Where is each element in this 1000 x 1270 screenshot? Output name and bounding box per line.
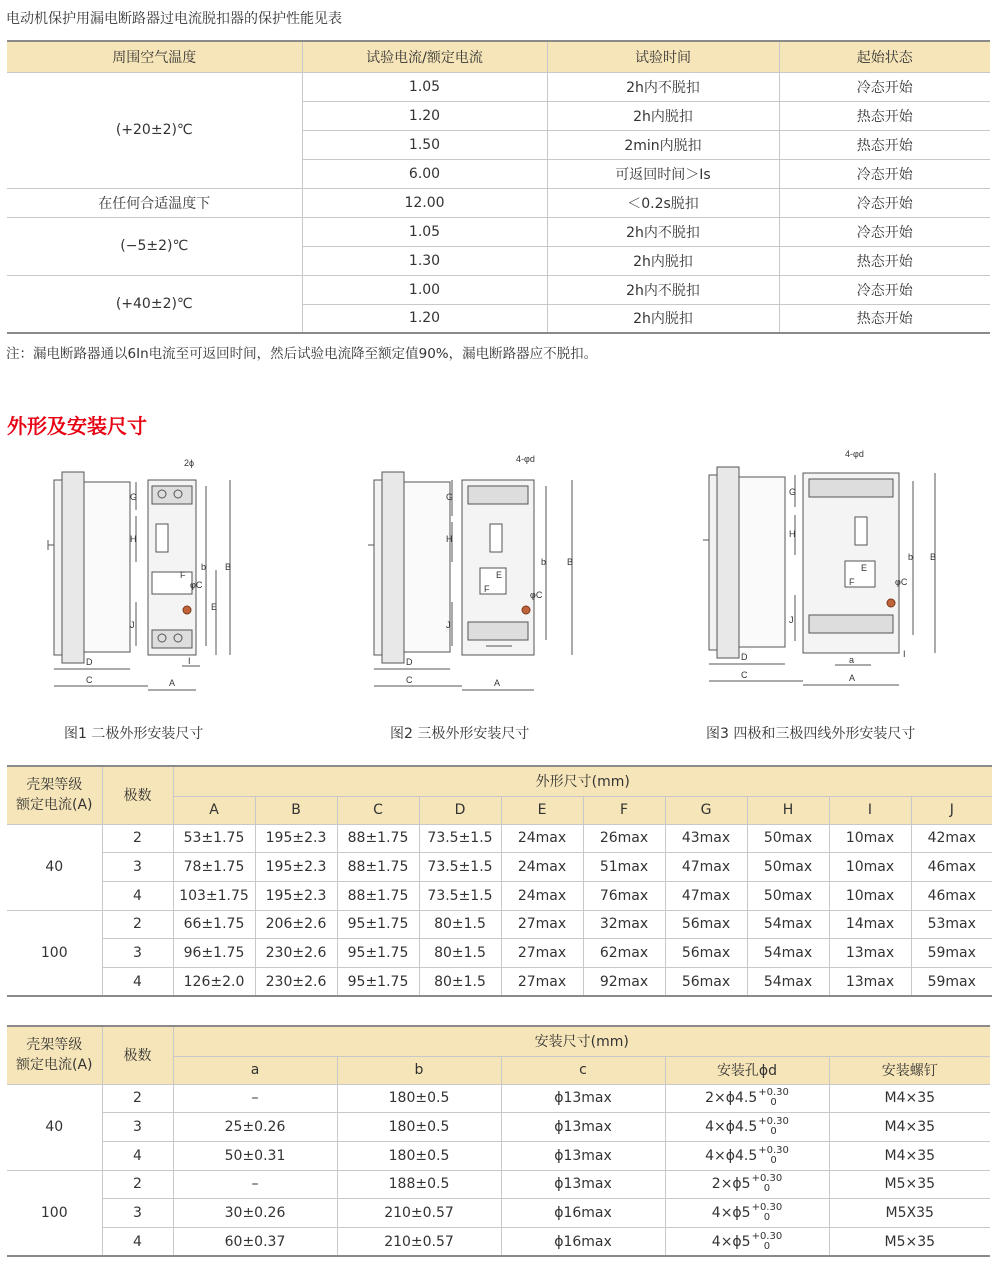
dim-j: J — [130, 620, 135, 630]
tolerance-upper: +0.30 — [751, 1202, 783, 1214]
dim-cell-J: 46max — [911, 881, 992, 910]
poles-cell: 2 — [102, 824, 173, 853]
state-cell: 热态开始 — [779, 130, 990, 159]
tolerance-lower: 0 — [770, 1126, 777, 1138]
dim-cell-B: 230±2.6 — [255, 939, 337, 968]
tolerance-upper: +0.30 — [751, 1230, 783, 1242]
rating-cell: 100 — [7, 1170, 102, 1256]
temperature-cell: (+40±2)℃ — [7, 275, 302, 333]
outline-col-F: F — [583, 796, 665, 824]
poles-cell: 4 — [102, 881, 173, 910]
state-cell: 冷态开始 — [779, 188, 990, 217]
dim-d: D — [406, 657, 413, 667]
mount-col-0: a — [173, 1056, 337, 1084]
dim-cell-E: 24max — [501, 853, 583, 882]
poles-cell: 2 — [102, 1170, 173, 1199]
dim-cell-A: 66±1.75 — [173, 910, 255, 939]
outline-dimensions-table — [7, 765, 992, 997]
dim-c: C — [741, 670, 748, 680]
table-row — [7, 1227, 990, 1256]
dim-h: H — [130, 534, 137, 544]
mount-col-2: c — [501, 1056, 665, 1084]
dim-i: I — [903, 649, 906, 659]
state-cell: 冷态开始 — [779, 72, 990, 101]
time-cell: 可返回时间＞Is — [547, 159, 779, 188]
dim-hole: 4-φd — [516, 454, 535, 464]
frame-rating-header — [7, 1026, 102, 1084]
hole-tolerance — [758, 1117, 789, 1137]
figure-1-caption: 图1 二极外形安装尺寸 — [64, 726, 204, 742]
dim-cell-H: 50max — [747, 881, 829, 910]
hole-tolerance — [752, 1203, 783, 1223]
dim-cell-E: 27max — [501, 967, 583, 996]
table-note: 注：漏电断路器通以6In电流至可返回时间，然后试验电流降至额定值90%，漏电断路器应不脱扣。 — [6, 346, 598, 362]
mount-b-cell: 180±0.5 — [337, 1113, 501, 1142]
time-cell: 2min内脱扣 — [547, 130, 779, 159]
table-row — [7, 910, 992, 939]
table-row — [7, 1113, 990, 1142]
ratio-cell: 1.50 — [302, 130, 547, 159]
dim-phic: φC — [895, 577, 908, 587]
time-cell: 2h内不脱扣 — [547, 72, 779, 101]
tolerance-upper: +0.30 — [758, 1144, 789, 1156]
dim-b: b — [541, 557, 547, 567]
mounting-dimensions-table — [7, 1025, 990, 1257]
dim-j: J — [446, 620, 451, 630]
dim-h: H — [446, 534, 453, 544]
outline-col-D: D — [419, 796, 501, 824]
protection-performance-table — [7, 40, 990, 334]
ratio-cell: 1.05 — [302, 217, 547, 246]
mount-b-cell: 180±0.5 — [337, 1141, 501, 1170]
dim-cell-G: 56max — [665, 910, 747, 939]
tolerance-lower: 0 — [763, 1212, 771, 1224]
mount-c-cell: ϕ13max — [501, 1141, 665, 1170]
dim-h: H — [789, 529, 796, 539]
dim-f: F — [484, 584, 490, 594]
outline-group-header: 外形尺寸(mm) — [173, 766, 992, 796]
mount-col-4: 安装螺钉 — [829, 1056, 990, 1084]
dim-cell-G: 43max — [665, 824, 747, 853]
dim-cell-G: 47max — [665, 853, 747, 882]
protection-table-title: 电动机保护用漏电断路器过电流脱扣器的保护性能见表 — [6, 11, 342, 27]
mount-hole-cell — [665, 1227, 829, 1256]
dim-a: A — [849, 673, 856, 683]
dim-cell-F: 62max — [583, 939, 665, 968]
table-row — [7, 1141, 990, 1170]
dim-cell-J: 46max — [911, 853, 992, 882]
tolerance-upper: +0.30 — [758, 1116, 789, 1128]
outline-col-I: I — [829, 796, 911, 824]
dim-cell-C: 95±1.75 — [337, 967, 419, 996]
rating-cell: 40 — [7, 824, 102, 910]
state-cell: 冷态开始 — [779, 159, 990, 188]
time-cell: 2h内脱扣 — [547, 101, 779, 130]
hole-tolerance — [758, 1146, 789, 1166]
dim-cell-H: 50max — [747, 824, 829, 853]
hole-tolerance — [752, 1232, 783, 1252]
dim-cell-G: 56max — [665, 967, 747, 996]
protection-header-0: 周围空气温度 — [7, 41, 302, 72]
dim-cell-D: 73.5±1.5 — [419, 881, 501, 910]
poles-cell: 4 — [102, 967, 173, 996]
table-row — [7, 188, 990, 217]
frame-rating-header-text: 壳架等级 额定电流(A) — [15, 1037, 93, 1074]
mount-a-cell: 50±0.31 — [173, 1141, 337, 1170]
dim-cell-F: 26max — [583, 824, 665, 853]
dim-g: G — [130, 492, 138, 502]
poles-cell: 3 — [102, 1113, 173, 1142]
dim-phic: φC — [530, 590, 543, 600]
temperature-cell: (−5±2)℃ — [7, 217, 302, 275]
hole-value: 4×ϕ5 — [711, 1205, 751, 1222]
protection-header-3: 起始状态 — [779, 41, 990, 72]
tolerance-lower: 0 — [763, 1240, 771, 1252]
dim-cell-A: 53±1.75 — [173, 824, 255, 853]
poles-cell: 4 — [102, 1227, 173, 1256]
time-cell: 2h内不脱扣 — [547, 275, 779, 304]
dim-phic: φC — [190, 580, 203, 590]
poles-cell: 4 — [102, 1141, 173, 1170]
dim-cell-I: 10max — [829, 881, 911, 910]
mount-screw-cell: M5X35 — [829, 1199, 990, 1228]
figure-1-two-pole-drawing — [40, 450, 250, 705]
hole-tolerance — [758, 1088, 789, 1108]
dim-cell-F: 51max — [583, 853, 665, 882]
dim-big-b: B — [225, 562, 232, 572]
dim-cell-E: 27max — [501, 910, 583, 939]
tolerance-lower: 0 — [770, 1154, 777, 1166]
mount-hole-cell — [665, 1113, 829, 1142]
table-row — [7, 853, 992, 882]
outline-col-A: A — [173, 796, 255, 824]
table-row — [7, 275, 990, 304]
dim-cell-H: 50max — [747, 853, 829, 882]
poles-cell: 2 — [102, 1084, 173, 1113]
frame-rating-header — [7, 766, 102, 824]
ratio-cell: 6.00 — [302, 159, 547, 188]
mount-group-header: 安装尺寸(mm) — [173, 1026, 990, 1056]
mount-b-cell: 188±0.5 — [337, 1170, 501, 1199]
dim-cell-J: 53max — [911, 910, 992, 939]
ratio-cell: 1.30 — [302, 246, 547, 275]
dim-cell-J: 59max — [911, 939, 992, 968]
dim-g: G — [789, 487, 797, 497]
dim-cell-D: 73.5±1.5 — [419, 853, 501, 882]
dim-hole: 4-φd — [845, 449, 864, 459]
temperature-cell: 在任何合适温度下 — [7, 188, 302, 217]
mount-a-cell: 25±0.26 — [173, 1113, 337, 1142]
mount-c-cell: ϕ13max — [501, 1113, 665, 1142]
outline-col-E: E — [501, 796, 583, 824]
mount-a-cell: – — [173, 1170, 337, 1199]
dim-cell-C: 95±1.75 — [337, 910, 419, 939]
dim-cell-J: 42max — [911, 824, 992, 853]
mount-b-cell: 180±0.5 — [337, 1084, 501, 1113]
poles-header: 极数 — [102, 1026, 173, 1084]
dim-cell-I: 13max — [829, 967, 911, 996]
tolerance-lower: 0 — [763, 1183, 771, 1195]
dim-cell-D: 80±1.5 — [419, 939, 501, 968]
table-row — [7, 939, 992, 968]
time-cell: ＜0.2s脱扣 — [547, 188, 779, 217]
dim-cell-C: 88±1.75 — [337, 853, 419, 882]
poles-cell: 3 — [102, 939, 173, 968]
mount-screw-cell: M4×35 — [829, 1141, 990, 1170]
dim-cell-A: 78±1.75 — [173, 853, 255, 882]
tolerance-lower: 0 — [770, 1097, 777, 1109]
dim-cell-A: 103±1.75 — [173, 881, 255, 910]
state-cell: 热态开始 — [779, 304, 990, 333]
poles-cell: 2 — [102, 910, 173, 939]
mount-a-cell: 60±0.37 — [173, 1227, 337, 1256]
dim-cell-G: 56max — [665, 939, 747, 968]
dim-e: E — [211, 602, 218, 612]
dim-cell-J: 59max — [911, 967, 992, 996]
dim-b: b — [908, 552, 914, 562]
dim-cell-H: 54max — [747, 910, 829, 939]
dim-cell-D: 80±1.5 — [419, 910, 501, 939]
dim-c: C — [86, 675, 93, 685]
dim-cell-I: 10max — [829, 824, 911, 853]
mount-c-cell: ϕ13max — [501, 1084, 665, 1113]
rating-cell: 100 — [7, 910, 102, 996]
ratio-cell: 1.05 — [302, 72, 547, 101]
mount-hole-cell — [665, 1170, 829, 1199]
mount-c-cell: ϕ16max — [501, 1227, 665, 1256]
mount-b-cell: 210±0.57 — [337, 1227, 501, 1256]
dim-cell-E: 27max — [501, 939, 583, 968]
dim-cell-B: 195±2.3 — [255, 881, 337, 910]
dim-b: b — [201, 562, 207, 572]
state-cell: 热态开始 — [779, 101, 990, 130]
dim-cell-E: 24max — [501, 824, 583, 853]
mount-b-cell: 210±0.57 — [337, 1199, 501, 1228]
dim-c: C — [406, 675, 413, 685]
time-cell: 2h内脱扣 — [547, 246, 779, 275]
hole-value: 2×ϕ4.5 — [705, 1090, 758, 1107]
section-title: 外形及安装尺寸 — [7, 414, 147, 438]
dim-cell-D: 73.5±1.5 — [419, 824, 501, 853]
dim-a: A — [494, 678, 501, 688]
ratio-cell: 1.20 — [302, 101, 547, 130]
table-row — [7, 824, 992, 853]
mount-col-3: 安装孔ϕd — [665, 1056, 829, 1084]
ratio-cell: 1.00 — [302, 275, 547, 304]
ratio-cell: 12.00 — [302, 188, 547, 217]
dim-big-b: B — [567, 557, 574, 567]
dim-j: J — [789, 615, 794, 625]
mount-c-cell: ϕ13max — [501, 1170, 665, 1199]
outline-col-H: H — [747, 796, 829, 824]
tolerance-upper: +0.30 — [758, 1087, 789, 1099]
dim-g: G — [446, 492, 454, 502]
outline-col-B: B — [255, 796, 337, 824]
dim-f: F — [849, 577, 855, 587]
dim-cell-D: 80±1.5 — [419, 967, 501, 996]
table-row — [7, 1170, 990, 1199]
poles-cell: 3 — [102, 853, 173, 882]
hole-value: 2×ϕ5 — [711, 1176, 751, 1193]
dim-f: F — [180, 570, 186, 580]
table-row — [7, 72, 990, 101]
dim-cell-G: 47max — [665, 881, 747, 910]
dim-small-a: a — [849, 655, 855, 665]
dim-cell-C: 95±1.75 — [337, 939, 419, 968]
mount-hole-cell — [665, 1084, 829, 1113]
tolerance-upper: +0.30 — [751, 1173, 783, 1185]
dim-cell-F: 76max — [583, 881, 665, 910]
mount-hole-cell — [665, 1141, 829, 1170]
ratio-cell: 1.20 — [302, 304, 547, 333]
figure-3-caption: 图3 四极和三极四线外形安装尺寸 — [706, 726, 916, 742]
table-row — [7, 1199, 990, 1228]
dim-cell-B: 206±2.6 — [255, 910, 337, 939]
dim-cell-H: 54max — [747, 967, 829, 996]
outline-col-G: G — [665, 796, 747, 824]
outline-col-J: J — [911, 796, 992, 824]
table-row — [7, 217, 990, 246]
mount-hole-cell — [665, 1199, 829, 1228]
poles-cell: 3 — [102, 1199, 173, 1228]
dim-cell-I: 10max — [829, 853, 911, 882]
mount-col-1: b — [337, 1056, 501, 1084]
dim-cell-I: 13max — [829, 939, 911, 968]
state-cell: 冷态开始 — [779, 275, 990, 304]
dim-cell-A: 96±1.75 — [173, 939, 255, 968]
protection-header-2: 试验时间 — [547, 41, 779, 72]
figure-2-caption: 图2 三极外形安装尺寸 — [390, 726, 530, 742]
state-cell: 热态开始 — [779, 246, 990, 275]
dim-cell-C: 88±1.75 — [337, 881, 419, 910]
mount-screw-cell: M5×35 — [829, 1170, 990, 1199]
frame-rating-header-text: 壳架等级 额定电流(A) — [15, 777, 93, 814]
mount-screw-cell: M4×35 — [829, 1084, 990, 1113]
table-row — [7, 967, 992, 996]
protection-header-1: 试验电流/额定电流 — [302, 41, 547, 72]
dim-cell-F: 92max — [583, 967, 665, 996]
dim-a: A — [169, 678, 176, 688]
dim-i: I — [188, 656, 191, 666]
hole-value: 4×ϕ4.5 — [705, 1119, 758, 1136]
hole-value: 4×ϕ5 — [711, 1233, 751, 1250]
time-cell: 2h内不脱扣 — [547, 217, 779, 246]
dim-big-b: B — [930, 552, 937, 562]
dim-cell-H: 54max — [747, 939, 829, 968]
dim-e: E — [861, 563, 868, 573]
hole-tolerance — [752, 1174, 783, 1194]
mount-a-cell: – — [173, 1084, 337, 1113]
time-cell: 2h内脱扣 — [547, 304, 779, 333]
temperature-cell: (+20±2)℃ — [7, 72, 302, 188]
poles-header: 极数 — [102, 766, 173, 824]
figure-2-three-pole-drawing — [360, 450, 590, 705]
dim-cell-C: 88±1.75 — [337, 824, 419, 853]
table-row — [7, 1084, 990, 1113]
dim-cell-A: 126±2.0 — [173, 967, 255, 996]
dim-d: D — [741, 652, 748, 662]
mount-a-cell: 30±0.26 — [173, 1199, 337, 1228]
dim-cell-I: 14max — [829, 910, 911, 939]
dim-hole: 2ϕ — [184, 458, 195, 468]
mount-c-cell: ϕ16max — [501, 1199, 665, 1228]
dim-cell-E: 24max — [501, 881, 583, 910]
dim-cell-B: 230±2.6 — [255, 967, 337, 996]
outline-col-C: C — [337, 796, 419, 824]
mount-screw-cell: M4×35 — [829, 1113, 990, 1142]
dim-d: D — [86, 657, 93, 667]
dim-cell-B: 195±2.3 — [255, 853, 337, 882]
rating-cell: 40 — [7, 1084, 102, 1170]
dim-e: E — [496, 570, 503, 580]
state-cell: 冷态开始 — [779, 217, 990, 246]
mount-screw-cell: M5×35 — [829, 1227, 990, 1256]
dim-cell-F: 32max — [583, 910, 665, 939]
dim-cell-B: 195±2.3 — [255, 824, 337, 853]
hole-value: 4×ϕ4.5 — [705, 1147, 758, 1164]
table-row — [7, 881, 992, 910]
figure-3-four-pole-drawing — [695, 445, 950, 700]
